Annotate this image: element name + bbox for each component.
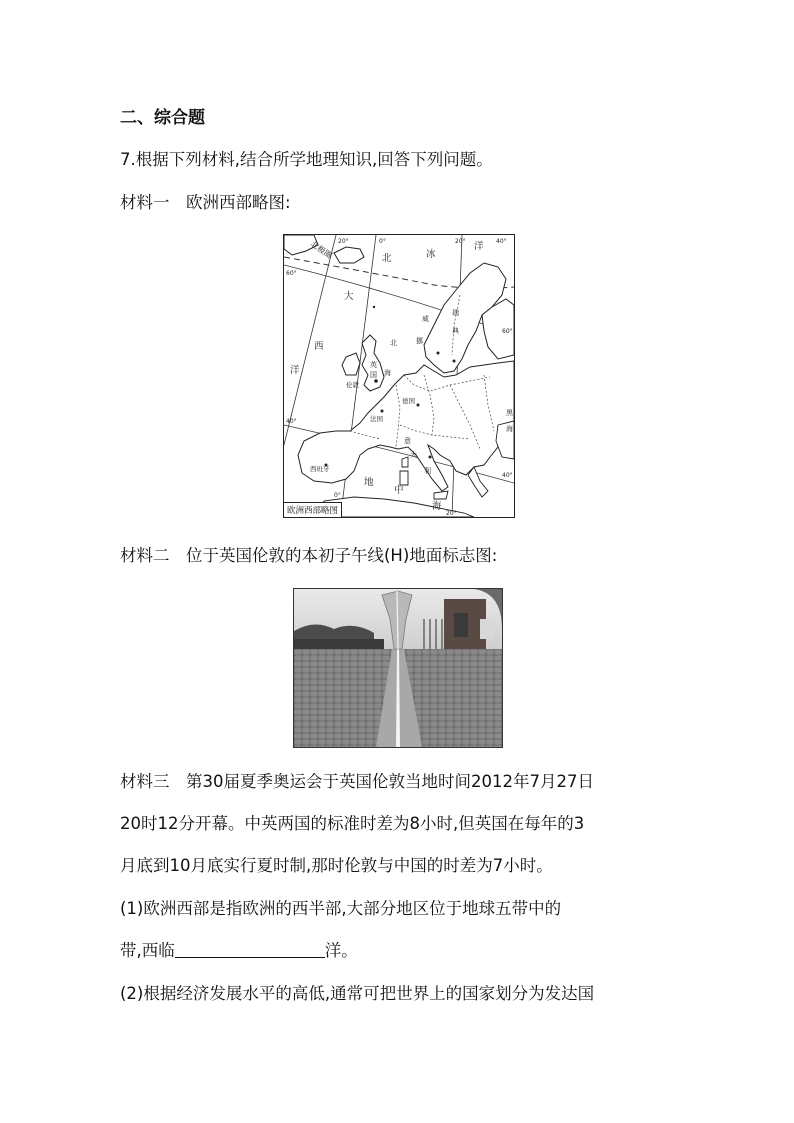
question-intro: 7.根据下列材料,结合所学地理知识,回答下列问题。 [120, 150, 493, 169]
deg-40-right: 40° [502, 472, 513, 479]
paris-dot [381, 410, 384, 413]
map-caption: 欧洲西部略图 [284, 502, 342, 517]
rome-dot [429, 456, 432, 459]
deg-0-bottom: 0° [334, 492, 341, 499]
q1-text-after-blank: 洋。 [324, 941, 358, 960]
deg-60-left: 60° [286, 270, 297, 277]
atlantic-char-3: 洋 [290, 365, 300, 376]
photo-drawing [294, 589, 502, 747]
deg-20w-top: 20° [338, 238, 349, 245]
med-char-3: 海 [432, 501, 442, 512]
sweden-char-1: 瑞 [452, 309, 459, 317]
q1-line1: (1)欧洲西部是指欧洲的西半部,大部分地区位于地球五带中的 [120, 899, 562, 918]
north-sea-char-2: 海 [384, 369, 391, 377]
arctic-circle-label: 北极圈 [308, 239, 334, 261]
deg-20e-top: 20° [455, 238, 466, 245]
uk-char-1: 英 [370, 361, 377, 369]
q2-line1: (2)根据经济发展水平的高低,通常可把世界上的国家划分为发达国 [120, 984, 595, 1003]
material3-line2: 20时12分开幕。中英两国的标准时差为8小时,但英国在每年的3 [120, 814, 585, 833]
europe-map [283, 234, 515, 518]
iceland-shape [334, 247, 364, 263]
europe-map-drawing [284, 235, 514, 517]
q1-text-before-blank: 带,西临 [120, 941, 175, 960]
greece-shape [468, 467, 488, 497]
london-dot [374, 379, 378, 383]
uk-char-2: 国 [370, 371, 377, 379]
north-sea-char-1: 北 [390, 339, 397, 347]
atlantic-char-1: 大 [344, 291, 354, 302]
italy-char-1: 意 [404, 437, 411, 445]
ocean-char-2: 冰 [426, 249, 436, 260]
sweden-char-2: 典 [452, 327, 459, 335]
norway-char-2: 威 [422, 315, 429, 323]
oslo-dot [437, 352, 440, 355]
material1-label: 材料一 欧洲西部略图: [120, 193, 291, 212]
ireland-shape [342, 353, 360, 375]
material2-label: 材料二 位于英国伦敦的本初子午线(H)地面标志图: [120, 546, 498, 565]
prime-meridian-photo [293, 588, 503, 748]
material3-line1: 材料三 第30届夏季奥运会于英国伦敦当地时间2012年7月27日 [120, 772, 594, 791]
ocean-char-3: 洋 [474, 241, 484, 252]
corsica-shape [402, 457, 408, 467]
berlin-dot [417, 404, 420, 407]
med-char-1: 地 [364, 477, 374, 488]
italy-char-2: 大 [410, 451, 417, 459]
deg-40-left: 40° [286, 418, 297, 425]
deg-0-top: 0° [379, 238, 386, 245]
deg-20e-bottom: 20° [446, 510, 457, 517]
germany-label: 德国 [402, 397, 415, 405]
material3-line3: 月底到10月底实行夏时制,那时伦敦与中国的时差为7小时。 [120, 856, 553, 875]
section-heading: 二、综合题 [120, 108, 205, 128]
black-sea-char-2: 海 [506, 425, 513, 433]
deg-60-right: 60° [502, 328, 513, 335]
island-dot [373, 306, 375, 308]
fence-left [294, 639, 384, 649]
atlantic-char-2: 西 [314, 341, 324, 352]
black-sea-char-1: 黑 [506, 409, 513, 417]
france-label: 法国 [370, 415, 383, 423]
sicily-shape [434, 491, 448, 499]
q1-line2 [120, 939, 358, 963]
sign-board [480, 619, 494, 639]
london-label: 伦敦 [346, 381, 359, 389]
med-char-2: 中 [394, 485, 404, 496]
stockholm-dot [453, 360, 456, 363]
norway-char-1: 挪 [416, 337, 423, 345]
spain-label: 西班牙 [310, 465, 330, 473]
italy-char-3: 利 [424, 467, 431, 475]
ocean-char-1: 北 [382, 253, 392, 264]
deg-40e-top: 40° [496, 238, 507, 245]
sardinia-shape [400, 471, 408, 485]
q1-answer-blank[interactable] [175, 939, 325, 958]
plaque [454, 613, 468, 637]
